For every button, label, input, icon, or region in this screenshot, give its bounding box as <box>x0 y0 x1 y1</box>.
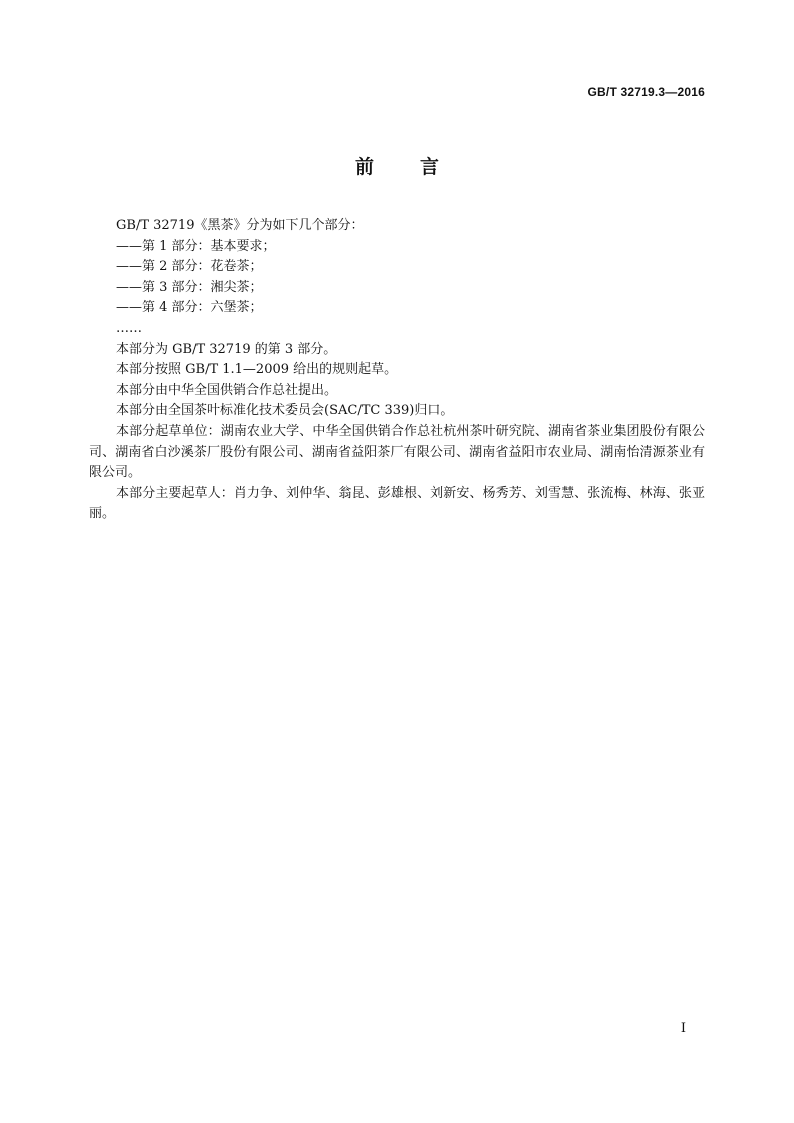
page-title: 前言 <box>354 156 485 178</box>
list-item-part-1: ——第 1 部分：基本要求； <box>116 238 276 254</box>
drafting-units-paragraph: 本部分起草单位：湖南农业大学、中华全国供销合作总社杭州茶叶研究院、湖南省茶业集团股份有限公司、湖南省白沙溪茶厂股份有限公司、湖南省益阳茶厂有限公司、湖南省益阳市农业局、湖南怡清源茶业有限公司。 <box>89 423 705 481</box>
list-ellipsis: …… <box>116 320 142 336</box>
intro-paragraph: GB/T 32719《黑茶》分为如下几个部分： <box>116 218 364 233</box>
proposed-by-paragraph: 本部分由中华全国供销合作总社提出。 <box>116 382 338 398</box>
drafters-paragraph: 本部分主要起草人：肖力争、刘仲华、翁昆、彭雄根、刘新安、杨秀芳、刘雪慧、张流梅、林海、张亚丽。 <box>89 485 705 522</box>
list-item-part-4: ——第 4 部分：六堡茶； <box>116 300 263 316</box>
list-item-part-2: ——第 2 部分：花卷茶； <box>116 259 263 275</box>
page-number: I <box>680 1021 686 1036</box>
document-code: GB/T 32719.3—2016 <box>587 85 705 99</box>
centralized-by-paragraph: 本部分由全国茶叶标准化技术委员会(SAC/TC 339)归口。 <box>116 403 454 419</box>
list-item-part-3: ——第 3 部分：湘尖茶； <box>116 279 263 295</box>
drafting-rules-paragraph: 本部分按照 GB/T 1.1—2009 给出的规则起草。 <box>116 362 398 378</box>
foreword-body <box>89 216 705 525</box>
part-statement-paragraph: 本部分为 GB/T 32719 的第 3 部分。 <box>116 341 337 357</box>
